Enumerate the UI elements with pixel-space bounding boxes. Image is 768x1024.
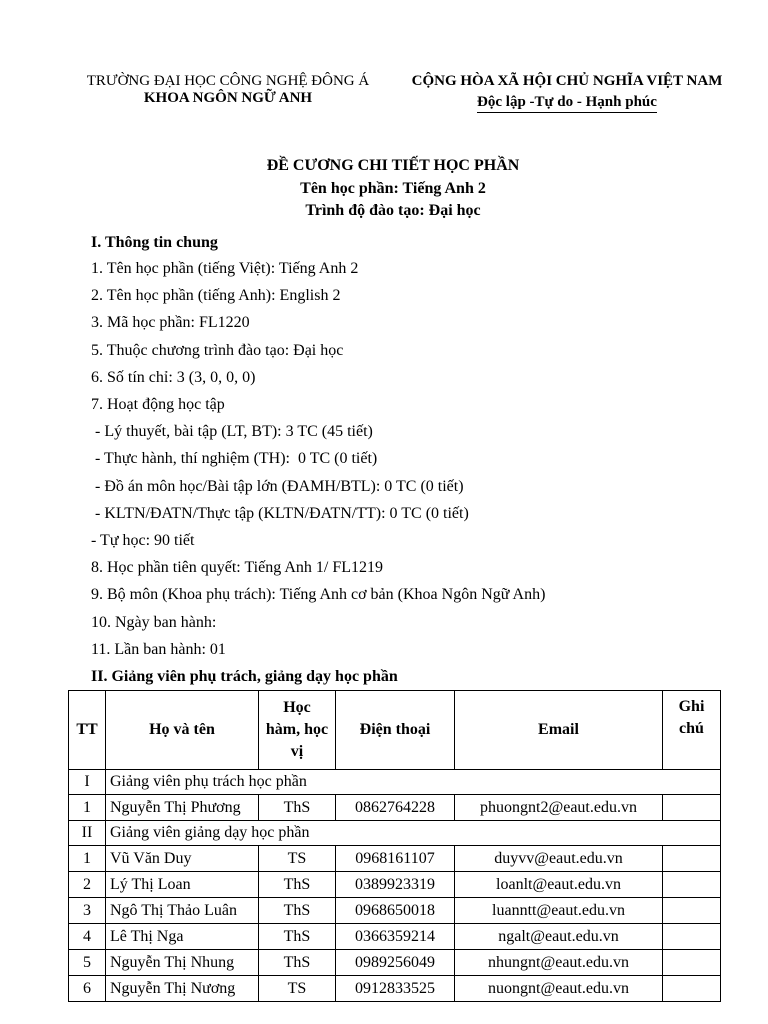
section-lecturers-heading: II. Giảng viên phụ trách, giảng dạy học phần <box>91 668 398 685</box>
table-row <box>69 898 721 924</box>
cell-note <box>663 924 721 950</box>
cell-name: Lý Thị Loan <box>106 872 259 898</box>
national-motto: Độc lập -Tự do - Hạnh phúc <box>477 94 657 113</box>
training-level: Trình độ đào tạo: Đại học <box>305 202 481 219</box>
group-row-responsible <box>69 770 721 795</box>
cell-email: ngalt@eaut.edu.vn <box>455 924 663 950</box>
info-line: 3. Mã học phần: FL1220 <box>91 314 250 331</box>
cell-note <box>663 976 721 1002</box>
cell-tt: 6 <box>69 976 106 1002</box>
info-line: 5. Thuộc chương trình đào tạo: Đại học <box>91 342 344 359</box>
info-line: - Tự học: 90 tiết <box>91 532 195 549</box>
cell-tt: 1 <box>69 846 106 872</box>
faculty-name: KHOA NGÔN NGỮ ANH <box>143 90 313 106</box>
cell-degree: ThS <box>259 950 336 976</box>
lecturers-table <box>68 690 721 1002</box>
cell-phone: 0862764228 <box>336 795 455 821</box>
cell-email: nhungnt@eaut.edu.vn <box>455 950 663 976</box>
col-header-tt: TT <box>69 691 106 770</box>
cell-email: loanlt@eaut.edu.vn <box>455 872 663 898</box>
info-line: 6. Số tín chỉ: 3 (3, 0, 0, 0) <box>91 369 256 386</box>
cell-email: luanntt@eaut.edu.vn <box>455 898 663 924</box>
info-line: - KLTN/ĐATN/Thực tập (KLTN/ĐATN/TT): 0 TC (0 tiết) <box>91 505 469 522</box>
cell-tt: 5 <box>69 950 106 976</box>
table-row <box>69 950 721 976</box>
university-name: TRƯỜNG ĐẠI HỌC CÔNG NGHỆ ĐÔNG Á <box>86 73 370 89</box>
info-line: - Đồ án môn học/Bài tập lớn (ĐAMH/BTL): 0 TC (0 tiết) <box>91 478 464 495</box>
cell-name: Nguyễn Thị Phương <box>106 795 259 821</box>
cell-name: Nguyễn Thị Nhung <box>106 950 259 976</box>
cell-tt: 3 <box>69 898 106 924</box>
table-header-row <box>69 691 721 770</box>
cell-name: Vũ Văn Duy <box>106 846 259 872</box>
info-line: 1. Tên học phần (tiếng Việt): Tiếng Anh 2 <box>91 260 359 277</box>
cell-email: phuongnt2@eaut.edu.vn <box>455 795 663 821</box>
col-header-degree: Học hàm, học vị <box>259 691 336 770</box>
info-line: 10. Ngày ban hành: <box>91 614 217 631</box>
group-row-teaching <box>69 821 721 846</box>
col-header-phone: Điện thoại <box>336 691 455 770</box>
cell-tt: 4 <box>69 924 106 950</box>
group-number: I <box>69 770 106 795</box>
info-line: 11. Lần ban hành: 01 <box>91 641 226 658</box>
cell-phone: 0912833525 <box>336 976 455 1002</box>
cell-phone: 0968650018 <box>336 898 455 924</box>
col-header-name: Họ và tên <box>106 691 259 770</box>
cell-phone: 0989256049 <box>336 950 455 976</box>
cell-name: Nguyễn Thị Nương <box>106 976 259 1002</box>
cell-email: nuongnt@eaut.edu.vn <box>455 976 663 1002</box>
table-row <box>69 924 721 950</box>
table-row <box>69 846 721 872</box>
cell-tt: 2 <box>69 872 106 898</box>
table-row <box>69 795 721 821</box>
cell-degree: ThS <box>259 795 336 821</box>
info-line: 8. Học phần tiên quyết: Tiếng Anh 1/ FL1219 <box>91 559 383 576</box>
group-label: Giảng viên phụ trách học phần <box>106 770 721 795</box>
cell-tt: 1 <box>69 795 106 821</box>
info-line: 7. Hoạt động học tập <box>91 396 225 413</box>
info-line: - Thực hành, thí nghiệm (TH): 0 TC (0 tiết) <box>91 450 378 467</box>
cell-note <box>663 846 721 872</box>
cell-phone: 0389923319 <box>336 872 455 898</box>
country-name: CỘNG HÒA XÃ HỘI CHỦ NGHĨA VIỆT NAM <box>411 73 723 89</box>
cell-phone: 0968161107 <box>336 846 455 872</box>
col-header-email: Email <box>455 691 663 770</box>
cell-note <box>663 950 721 976</box>
cell-degree: ThS <box>259 872 336 898</box>
table-row <box>69 872 721 898</box>
cell-name: Lê Thị Nga <box>106 924 259 950</box>
cell-name: Ngô Thị Thảo Luân <box>106 898 259 924</box>
cell-degree: TS <box>259 846 336 872</box>
cell-degree: ThS <box>259 898 336 924</box>
cell-note <box>663 898 721 924</box>
info-line: - Lý thuyết, bài tập (LT, BT): 3 TC (45 tiết) <box>91 423 373 440</box>
course-title: Tên học phần: Tiếng Anh 2 <box>300 180 486 197</box>
cell-note <box>663 872 721 898</box>
table-row <box>69 976 721 1002</box>
document-title: ĐỀ CƯƠNG CHI TIẾT HỌC PHẦN <box>266 157 520 174</box>
group-number: II <box>69 821 106 846</box>
info-line: 2. Tên học phần (tiếng Anh): English 2 <box>91 287 341 304</box>
cell-phone: 0366359214 <box>336 924 455 950</box>
group-label: Giảng viên giảng dạy học phần <box>106 821 721 846</box>
cell-degree: ThS <box>259 924 336 950</box>
cell-degree: TS <box>259 976 336 1002</box>
cell-email: duyvv@eaut.edu.vn <box>455 846 663 872</box>
info-line: 9. Bộ môn (Khoa phụ trách): Tiếng Anh cơ bản (Khoa Ngôn Ngữ Anh) <box>91 586 546 603</box>
section-general-info-heading: I. Thông tin chung <box>91 234 218 251</box>
col-header-note: Ghi chú <box>663 691 721 770</box>
cell-note <box>663 795 721 821</box>
